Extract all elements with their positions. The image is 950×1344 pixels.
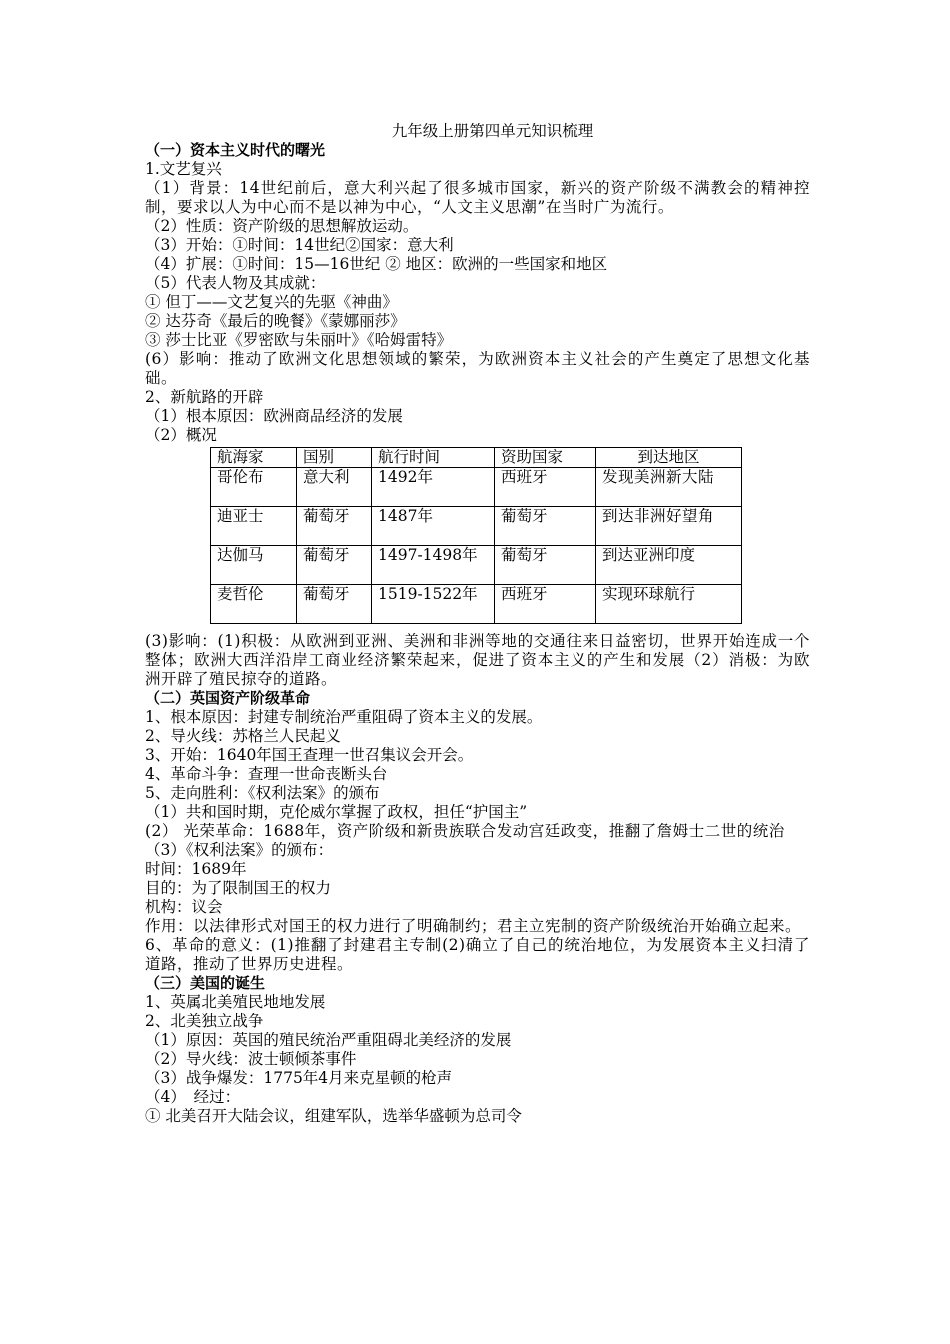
table-row <box>211 585 742 624</box>
table-cell: 麦哲伦 <box>211 585 297 624</box>
paragraph: （4）扩展：①时间：15—16世纪 ② 地区：欧洲的一些国家和地区 <box>145 255 608 273</box>
paragraph: ① 但丁——文艺复兴的先驱《神曲》 <box>145 293 398 311</box>
table-cell: 葡萄牙 <box>297 585 372 624</box>
paragraph: 1、英属北美殖民地地发展 <box>145 993 326 1011</box>
table-row <box>211 468 742 507</box>
table-header-cell: 到达地区 <box>596 448 742 468</box>
table-header-cell: 资助国家 <box>495 448 596 468</box>
paragraph: （1）背景：14世纪前后，意大利兴起了很多城市国家，新兴的资产阶级不满教会的精神控制，要求以人为中心而不是以神为中心，“人文主义思潮”在当时广为流行。 <box>145 179 810 216</box>
paragraph: （3）《权利法案》的颁布： <box>145 841 334 859</box>
paragraph: ② 达芬奇《最后的晚餐》《蒙娜丽莎》 <box>145 312 406 330</box>
paragraph: （1）根本原因：欧洲商品经济的发展 <box>145 407 403 425</box>
paragraph: (2） 光荣革命：1688年，资产阶级和新贵族联合发动宫廷政变，推翻了詹姆士二世的统治 <box>145 822 785 840</box>
paragraph: 2、北美独立战争 <box>145 1012 264 1030</box>
table-cell: 达伽马 <box>211 546 297 585</box>
paragraph: （3）战争爆发：1775年4月来克星顿的枪声 <box>145 1069 453 1087</box>
paragraph: （1）原因：英国的殖民统治严重阻碍北美经济的发展 <box>145 1031 512 1049</box>
paragraph: 时间：1689年 <box>145 860 247 878</box>
paragraph: 2、导火线：苏格兰人民起义 <box>145 727 341 745</box>
voyages-table-wrapper <box>210 447 810 624</box>
paragraph: （5）代表人物及其成就： <box>145 274 326 292</box>
table-cell: 葡萄牙 <box>495 507 596 546</box>
paragraph: 4、革命斗争：查理一世命丧断头台 <box>145 765 388 783</box>
table-cell: 1519-1522年 <box>372 585 495 624</box>
paragraph: 6、革命的意义：(1)推翻了封建君主专制(2)确立了自己的统治地位，为发展资本主义扫清了道路，推动了世界历史进程。 <box>145 936 810 973</box>
document-page <box>145 122 810 1126</box>
paragraph: 3、开始：1640年国王查理一世召集议会开会。 <box>145 746 474 764</box>
paragraph: 1、根本原因：封建专制统治严重阻碍了资本主义的发展。 <box>145 708 543 726</box>
table-cell: 葡萄牙 <box>297 507 372 546</box>
paragraph: （3）开始：①时间：14世纪②国家：意大利 <box>145 236 454 254</box>
table-cell: 迪亚士 <box>211 507 297 546</box>
table-cell: 1497-1498年 <box>372 546 495 585</box>
paragraph: (3)影响：(1)积极：从欧洲到亚洲、美洲和非洲等地的交通往来日益密切，世界开始连成一个整体；欧洲大西洋沿岸工商业经济繁荣起来，促进了资本主义的产生和发展（2）消极：为欧洲开辟了殖民掠夺的道路。 <box>145 632 810 688</box>
paragraph: 目的：为了限制国王的权力 <box>145 879 332 897</box>
table-header-cell: 航行时间 <box>372 448 495 468</box>
table-cell: 西班牙 <box>495 585 596 624</box>
paragraph: 5、走向胜利：《权利法案》的颁布 <box>145 784 380 802</box>
table-cell: 哥伦布 <box>211 468 297 507</box>
table-cell: 发现美洲新大陆 <box>596 468 742 507</box>
table-header-cell: 航海家 <box>211 448 297 468</box>
table-header-cell: 国别 <box>297 448 372 468</box>
paragraph: (6）影响：推动了欧洲文化思想领域的繁荣，为欧洲资本主义社会的产生奠定了思想文化基础。 <box>145 350 810 387</box>
table-cell: 1492年 <box>372 468 495 507</box>
paragraph: （2）概况 <box>145 426 217 444</box>
paragraph: （2）性质：资产阶级的思想解放运动。 <box>145 217 419 235</box>
section-heading-2: （二）英国资产阶级革命 <box>145 689 311 707</box>
voyages-table <box>210 447 742 624</box>
paragraph: ③ 莎士比亚《罗密欧与朱丽叶》《哈姆雷特》 <box>145 331 453 349</box>
table-cell: 西班牙 <box>495 468 596 507</box>
table-cell: 葡萄牙 <box>495 546 596 585</box>
table-cell: 1487年 <box>372 507 495 546</box>
table-row <box>211 546 742 585</box>
paragraph: 机构：议会 <box>145 898 223 916</box>
paragraph: ① 北美召开大陆会议，组建军队，选举华盛顿为总司令 <box>145 1107 522 1125</box>
section-heading-1: （一）资本主义时代的曙光 <box>145 141 326 159</box>
table-header-row <box>211 448 742 468</box>
table-row <box>211 507 742 546</box>
table-cell: 到达非洲好望角 <box>596 507 742 546</box>
table-cell: 到达亚洲印度 <box>596 546 742 585</box>
paragraph: （2）导火线：波士顿倾茶事件 <box>145 1050 357 1068</box>
paragraph: （4） 经过： <box>145 1088 241 1106</box>
document-title: 九年级上册第四单元知识梳理 <box>391 122 594 140</box>
paragraph: （1）共和国时期，克伦威尔掌握了政权，担任“护国主” <box>145 803 528 821</box>
table-cell: 葡萄牙 <box>297 546 372 585</box>
paragraph: 1.文艺复兴 <box>145 160 222 178</box>
table-cell: 意大利 <box>297 468 372 507</box>
paragraph: 2、新航路的开辟 <box>145 388 264 406</box>
table-cell: 实现环球航行 <box>596 585 742 624</box>
section-heading-3: （三）美国的诞生 <box>145 974 266 992</box>
paragraph: 作用：以法律形式对国王的权力进行了明确制约；君主立宪制的资产阶级统治开始确立起来。 <box>145 917 802 935</box>
